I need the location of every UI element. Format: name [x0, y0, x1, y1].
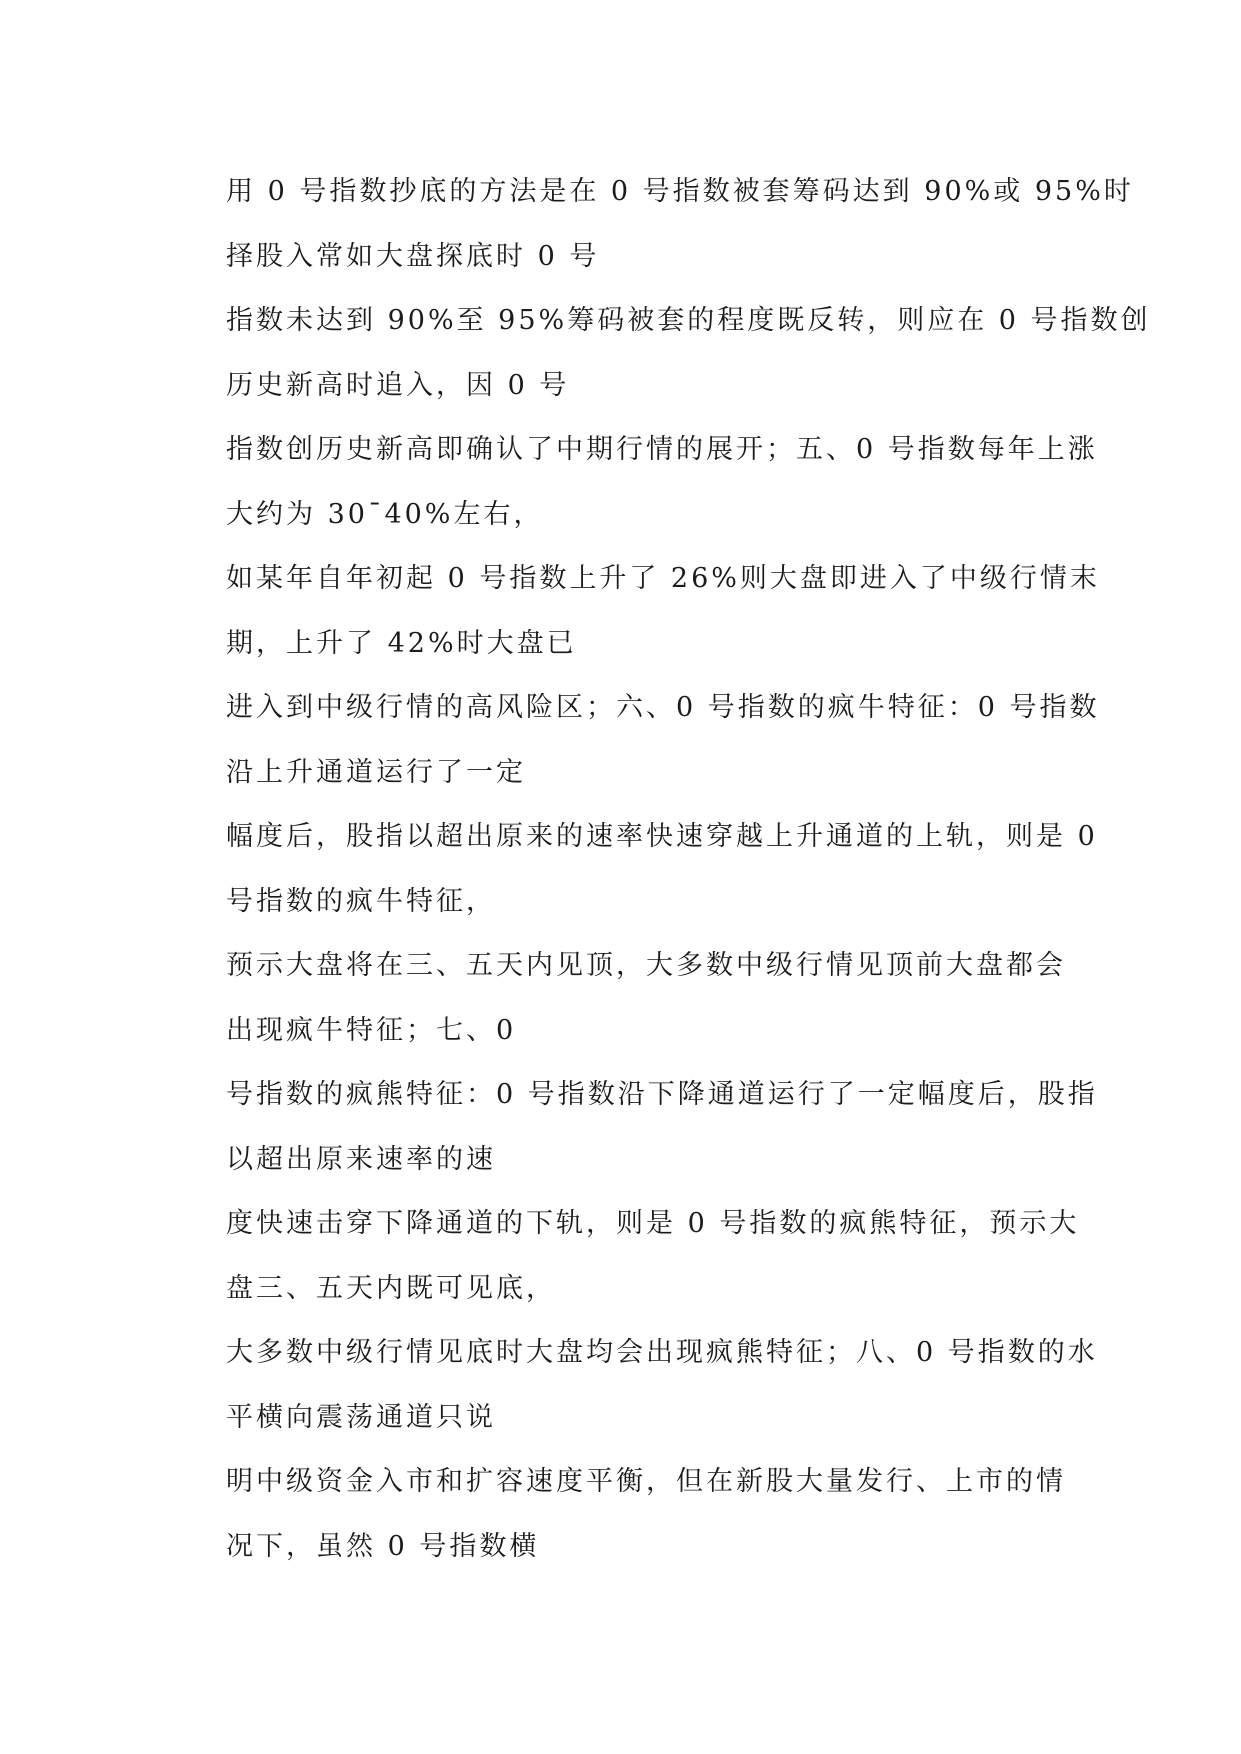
text-line: 幅度后，股指以超出原来的速率快速穿越上升通道的上轨，则是 0: [226, 821, 1098, 852]
text-line: 大约为 30¯40%左右，: [226, 498, 544, 530]
text-line: 期，上升了 42%时大盘已: [226, 627, 577, 659]
text-line: 出现疯牛特征；七、0: [226, 1014, 517, 1046]
text-line: 进入到中级行情的高风险区；六、0 号指数的疯牛特征：0 号指数: [226, 692, 1100, 723]
text-line: 以超出原来速率的速: [226, 1143, 496, 1175]
body-text: [226, 160, 1151, 1579]
text-line: 如某年自年初起 0 号指数上升了 26%则大盘即进入了中级行情末: [226, 563, 1100, 594]
text-line: 预示大盘将在三、五天内见顶，大多数中级行情见顶前大盘都会: [226, 950, 1066, 981]
text-line: 指数创历史新高即确认了中期行情的展开；五、0 号指数每年上涨: [226, 434, 1098, 465]
text-line: 沿上升通道运行了一定: [226, 756, 526, 788]
text-line: 盘三、五天内既可见底，: [226, 1272, 556, 1304]
text-line: 择股入常如大盘探底时 0 号: [226, 240, 600, 272]
text-line: 号指数的疯熊特征：0 号指数沿下降通道运行了一定幅度后，股指: [226, 1079, 1098, 1110]
text-line: 号指数的疯牛特征，: [226, 885, 496, 917]
text-line: 历史新高时追入，因 0 号: [226, 369, 570, 401]
text-line: 大多数中级行情见底时大盘均会出现疯熊特征；八、0 号指数的水: [226, 1337, 1098, 1368]
text-line: 平横向震荡通道只说: [226, 1401, 496, 1433]
text-line: 用 0 号指数抄底的方法是在 0 号指数被套筹码达到 90%或 95%时: [226, 176, 1134, 207]
text-line: 度快速击穿下降通道的下轨，则是 0 号指数的疯熊特征，预示大: [226, 1208, 1080, 1239]
text-line: 指数未达到 90%至 95%筹码被套的程度既反转，则应在 0 号指数创: [226, 305, 1151, 336]
text-line: 明中级资金入市和扩容速度平衡，但在新股大量发行、上市的情: [226, 1466, 1066, 1497]
text-line: 况下，虽然 0 号指数横: [226, 1530, 540, 1562]
